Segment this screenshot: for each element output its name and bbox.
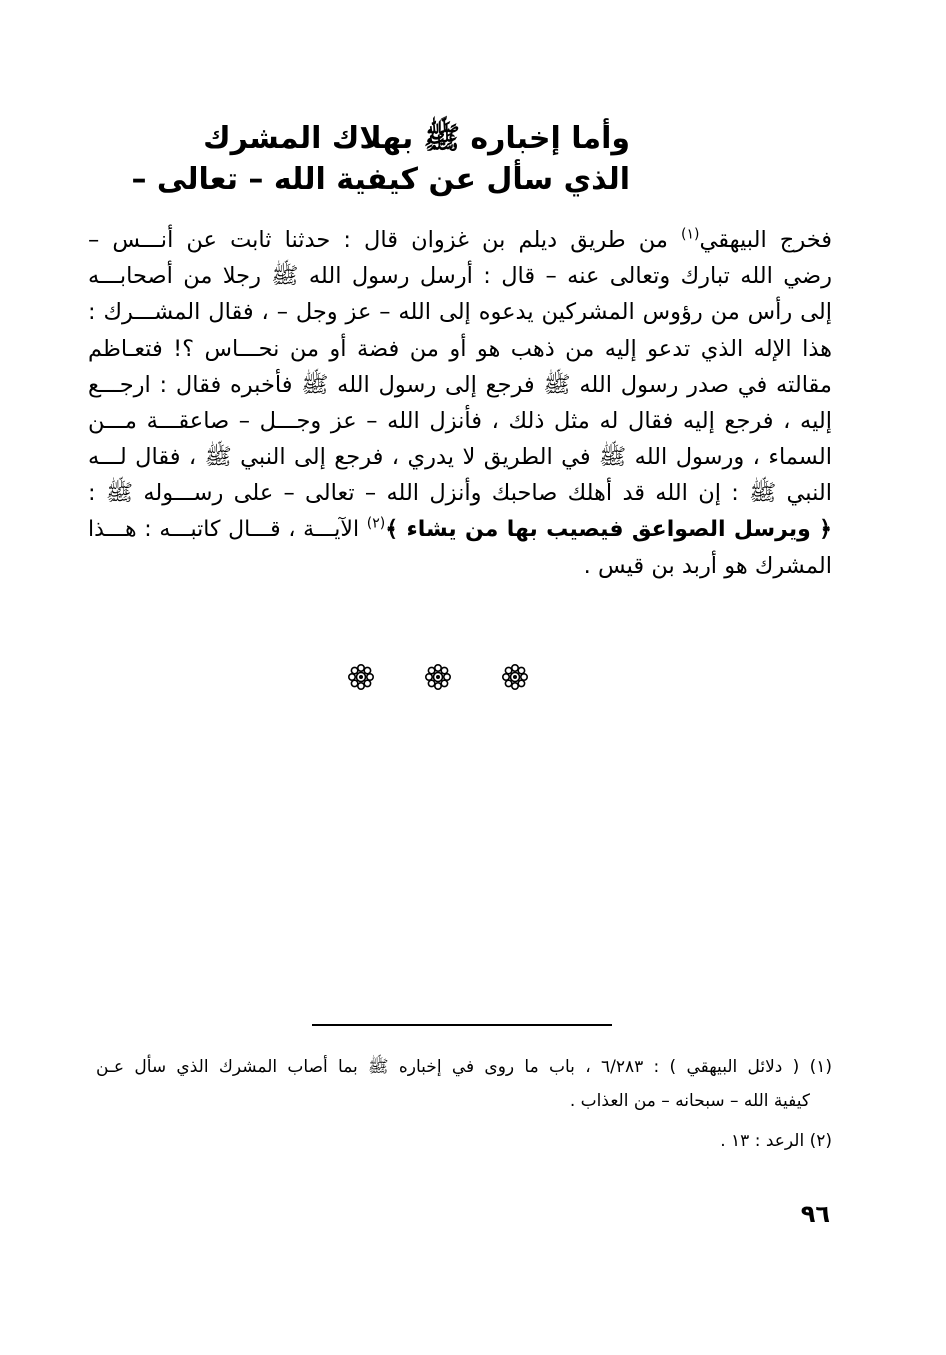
paragraph-text: فخرج البيهقي: [699, 227, 832, 253]
footnote-1: (١) ( دلائل البيهقي ) : ٦/٢٨٣ ، باب ما روى في إخباره ﷺ بما أصاب المشرك الذي سأل عـن: [96, 1057, 832, 1077]
paragraph-line: إلى رأس من رؤوس المشركين يدعوه إلى الله – عز وجل – ، فقال المشـــرك :: [88, 299, 832, 326]
paragraph-line: [88, 512, 832, 548]
paragraph-line: رضي الله تبارك وتعالى عنه – قال : أرسل رسول الله ﷺ رجلا من أصحابـــه: [88, 263, 832, 290]
flower-ornament-icon: [346, 662, 376, 692]
page-number: ٩٦: [800, 1200, 830, 1228]
paragraph-line: النبي ﷺ : إن الله قد أهلك صاحبك وأنزل الله – تعالى – على رســـوله ﷺ :: [88, 480, 832, 507]
paragraph-line: مقالته في صدر رسول الله ﷺ فرجع إلى رسول الله ﷺ فأخبره فقال : ارجـــع: [88, 371, 832, 398]
footnote-1-continuation: كيفية الله – سبحانه – من العذاب .: [569, 1091, 810, 1111]
flower-ornament-icon: [423, 662, 453, 692]
footnote-separator: [312, 1024, 612, 1026]
section-divider-ornaments: [0, 662, 946, 696]
section-title-line-1: وأما إخباره ﷺ بهلاك المشرك: [203, 121, 630, 156]
paragraph-line: المشرك هو أربد بن قيس .: [583, 552, 832, 579]
paragraph-text: الآيـــة ، قـــال كاتبـــه : هـــذا: [88, 516, 367, 542]
paragraph-text: من طريق ديلم بن غزوان قال : حدثنا ثابت عن أنـــس –: [88, 227, 682, 253]
main-paragraph: [88, 222, 832, 584]
section-title-line-2: الذي سأل عن كيفية الله – تعالى –: [131, 162, 630, 197]
footnote-ref-2: (٢): [366, 515, 386, 532]
footnote-2: (٢) الرعد : ١٣ .: [720, 1131, 832, 1151]
footnotes: [96, 1050, 832, 1158]
footnote-ref-1: (١): [681, 226, 700, 243]
paragraph-line: هذا الإله الذي تدعو إليه من ذهب هو أو من فضة أو من نحـــاس ؟! فتعـاظم: [88, 335, 832, 362]
paragraph-line: السماء ، ورسول الله ﷺ في الطريق لا يدري ، فرجع إلى النبي ﷺ ، فقال لـــه: [88, 444, 832, 471]
quran-verse: ﴿ ويرسل الصواعق فيصيب بها من يشاء ﴾: [385, 516, 832, 542]
paragraph-line: [88, 222, 832, 258]
paragraph-line: إليه ، فرجع إليه فقال له مثل ذلك ، فأنزل الله – عز وجـــل – صاعقـــة مـــن: [88, 407, 832, 434]
flower-ornament-icon: [500, 662, 530, 692]
